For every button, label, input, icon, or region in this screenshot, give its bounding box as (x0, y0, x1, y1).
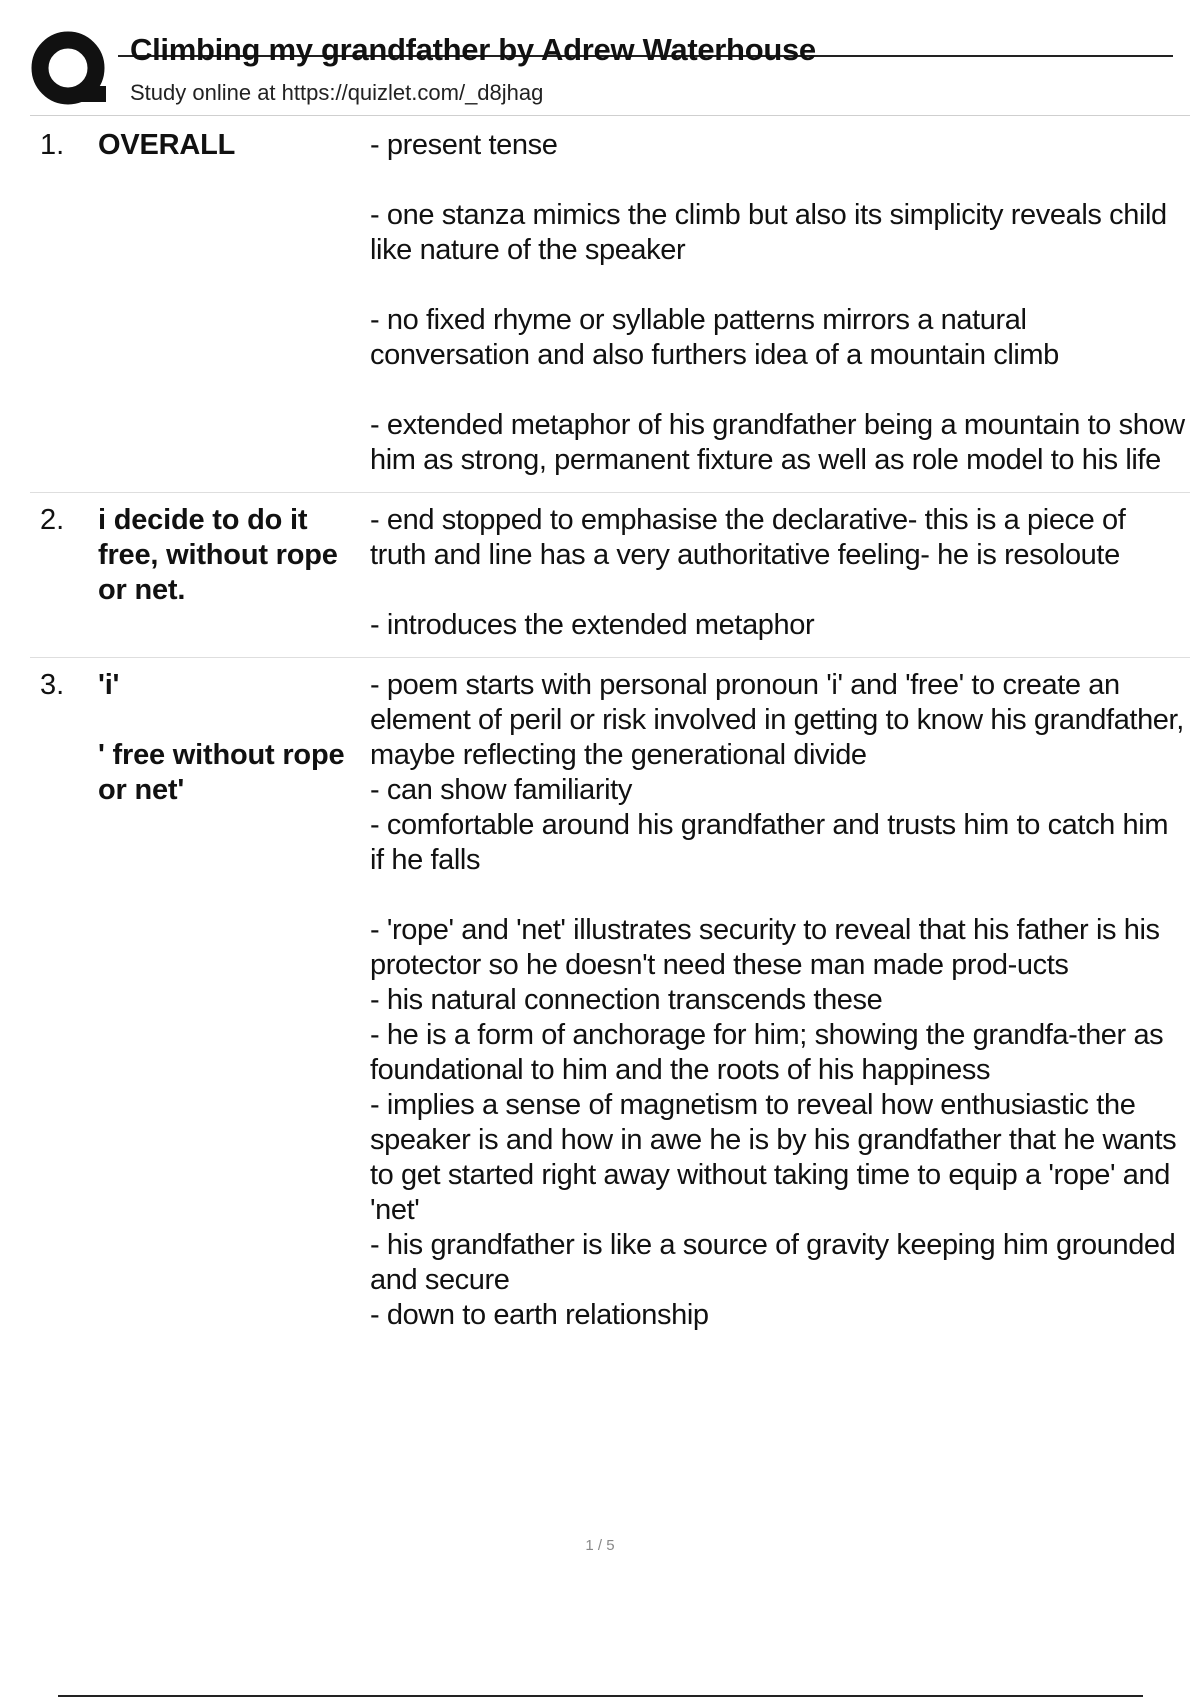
flashcard-list (30, 118, 1193, 1347)
definition-paragraph: - poem starts with personal pronoun 'i' and 'free' to create an element of peril or risk involved in getting to know his grandfather, maybe reflecting the generational divide - can show familiarity - comfortable around his grandfather and trusts him to catch him if he falls (370, 669, 1184, 876)
definition-paragraph: - extended metaphor of his grandfather being a mountain to show him as strong, permanent fixture as well as role model to his life (370, 409, 1193, 476)
page-header (30, 30, 1190, 114)
card-definition (370, 668, 1188, 1333)
page-number: 1 / 5 (585, 1537, 615, 1554)
card-number: 1. (40, 129, 65, 161)
card-term: OVERALL (98, 129, 236, 161)
definition-paragraph: - one stanza mimics the climb but also its simplicity reveals child like nature of the speaker (370, 199, 1175, 266)
study-online-link[interactable]: Study online at https://quizlet.com/_d8jhag (130, 80, 544, 105)
quizlet-q-logo-icon (30, 30, 110, 110)
document-title: Climbing my grandfather by Adrew Waterhouse (130, 32, 816, 67)
definition-paragraph: - present tense (370, 129, 558, 161)
card-definition (370, 503, 1188, 643)
header-divider (30, 115, 1190, 116)
card-number: 2. (40, 504, 65, 536)
flashcard (30, 658, 1190, 1347)
definition-paragraph: - no fixed rhyme or syllable patterns mirrors a natural conversation and also furthers idea of a mountain climb (370, 304, 1059, 371)
definition-paragraph: - end stopped to emphasise the declarative- this is a piece of truth and line has a very authoritative feeling- he is resoloute (370, 504, 1134, 571)
definition-paragraph: - introduces the extended metaphor (370, 609, 815, 641)
definition-paragraph: - 'rope' and 'net' illustrates security to reveal that his father is his protector so he doesn't need these man made prod-ucts - his natural connection transcends these - he is a form of anchorage for him; showing the grandfa-ther as foundational to him and the roots of his happiness - implies a sense of magnetism to reveal how enthusiastic the speaker is and how in awe he is by his grandfather that he wants to get started right away without taking time to equip a 'rope' and 'net' - his grandfather is like a source of gravity keeping him grounded and secure - down to earth relationship (370, 914, 1177, 1331)
flashcard (30, 493, 1190, 658)
card-definition (370, 128, 1193, 478)
flashcard (30, 118, 1193, 493)
card-number: 3. (40, 669, 65, 701)
card-term: 'i' ' free without rope or net' (98, 669, 345, 806)
card-term: i decide to do it free, without rope or net. (98, 504, 346, 606)
footer-divider (58, 1695, 1143, 1697)
